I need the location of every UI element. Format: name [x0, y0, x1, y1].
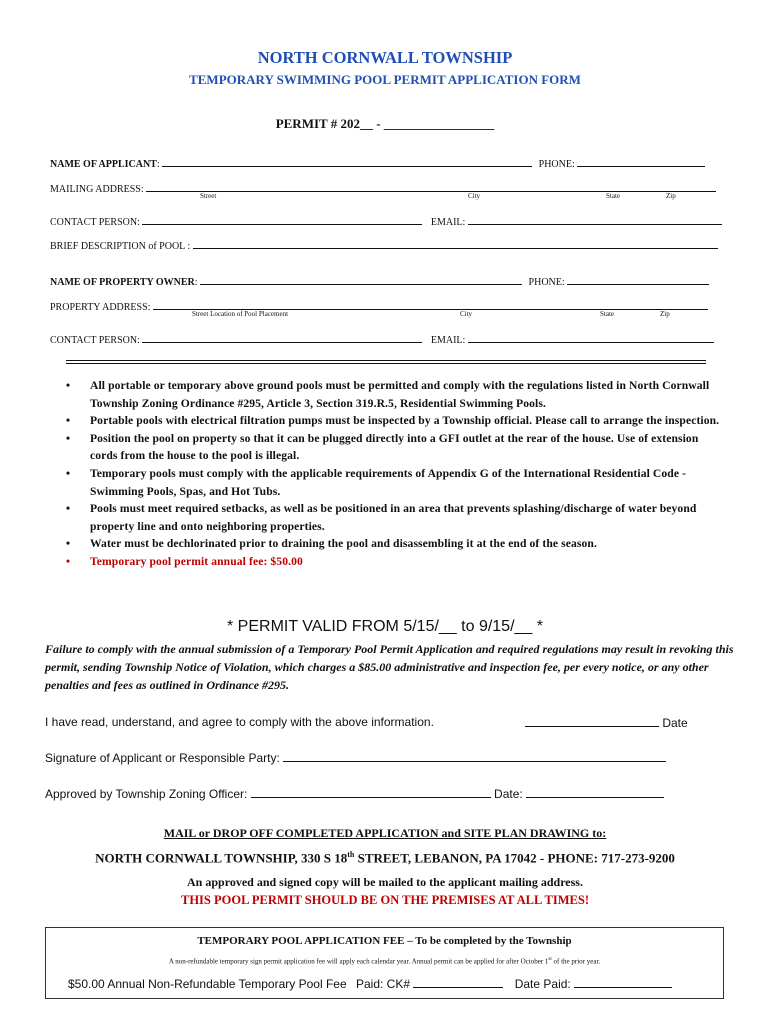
- premises-notice: THIS POOL PERMIT SHOULD BE ON THE PREMISES AT ALL TIMES!: [181, 893, 589, 907]
- pool-description-field[interactable]: [193, 237, 718, 249]
- bullet-icon: •: [66, 502, 71, 516]
- property-address-field[interactable]: [153, 298, 708, 310]
- requirement-item: • Position the pool on property so that it can be plugged directly into a GFI outlet at the rear of the house. Use of extension cords from the house to the pool is illegal.: [66, 431, 699, 463]
- applicant-signature-row: [45, 750, 666, 765]
- bullet-icon: •: [66, 431, 71, 445]
- applicant-email-field[interactable]: [468, 213, 722, 225]
- applicant-signature-field[interactable]: [283, 750, 666, 762]
- township-address: NORTH CORNWALL TOWNSHIP, 330 S 18th STREET, LEBANON, PA 17042 - PHONE: 717-273-9200: [95, 850, 675, 866]
- property-city-caption: City: [460, 310, 473, 318]
- section-divider-top: [66, 360, 706, 361]
- property-state-caption: State: [600, 310, 614, 318]
- date-paid-field[interactable]: [574, 976, 672, 988]
- fee-amount-text: $50.00 Annual Non-Refundable Temporary Pool Fee: [68, 977, 347, 991]
- mailing-state-caption: State: [606, 192, 620, 200]
- applicant-phone-field[interactable]: [577, 155, 705, 167]
- applicant-phone-label: PHONE:: [538, 159, 575, 170]
- fee-box-title: TEMPORARY POOL APPLICATION FEE – To be completed by the Township: [197, 935, 572, 947]
- requirement-item: • Temporary pools must comply with the applicable requirements of Appendix G of the International Residential Code - Swimming Pools, Spas, and Hot Tubs.: [66, 466, 687, 498]
- owner-contact-field[interactable]: [142, 331, 422, 343]
- mailing-zip-caption: Zip: [666, 192, 676, 200]
- applicant-contact-row: [50, 213, 722, 228]
- applicant-name-label: NAME OF APPLICANT: [50, 159, 157, 170]
- owner-email-label: EMAIL:: [430, 335, 466, 346]
- check-number-field[interactable]: [413, 976, 503, 988]
- requirement-item: • Pools must meet required setbacks, as well as be positioned in an area that prevents splashing/discharge of water beyond property line and onto neighboring properties.: [66, 502, 697, 533]
- property-zip-caption: Zip: [660, 310, 670, 318]
- mail-heading: MAIL or DROP OFF COMPLETED APPLICATION and SITE PLAN DRAWING to:: [163, 826, 607, 840]
- form-subtitle: TEMPORARY SWIMMING POOL PERMIT APPLICATION FORM: [189, 72, 581, 87]
- pool-description-row: [50, 237, 718, 252]
- applicant-name-field[interactable]: [162, 155, 532, 167]
- requirement-item: • All portable or temporary above ground pools must be permitted and comply with the regulations listed in North Cornwall Township Zoning Ordinance #295, Article 3, Section 319.R.5, Residential Swimming Pools.: [66, 379, 710, 410]
- bullet-icon: •: [66, 414, 71, 428]
- requirement-fee-item: • Temporary pool permit annual fee: $50.00: [62, 553, 722, 571]
- applicant-name-row: [50, 155, 705, 170]
- mailing-city-caption: City: [468, 192, 481, 200]
- pool-description-label: BRIEF DESCRIPTION of POOL :: [50, 241, 191, 252]
- officer-approval-row: [45, 786, 664, 801]
- date-paid-label: Date Paid:: [514, 977, 571, 991]
- form-title: NORTH CORNWALL TOWNSHIP: [257, 48, 513, 67]
- property-address-label: PROPERTY ADDRESS:: [50, 302, 151, 313]
- officer-date-field[interactable]: [526, 786, 664, 798]
- agree-text: I have read, understand, and agree to comply with the above information.: [45, 715, 434, 729]
- mailing-address-label: MAILING ADDRESS:: [50, 184, 144, 195]
- applicant-signature-label: Signature of Applicant or Responsible Party:: [45, 751, 280, 765]
- requirement-item: • Portable pools with electrical filtration pumps must be inspected by a Township official. Please call to arrange the inspection.: [62, 412, 722, 430]
- owner-name-row: [50, 273, 709, 288]
- officer-date-label: Date:: [494, 787, 523, 801]
- permit-number-field[interactable]: PERMIT # 202__ - _________________: [275, 116, 495, 131]
- owner-email-field[interactable]: [468, 331, 714, 343]
- mailing-note: An approved and signed copy will be mailed to the applicant mailing address.: [187, 875, 583, 889]
- owner-contact-row: [50, 331, 714, 346]
- applicant-email-label: EMAIL:: [430, 217, 466, 228]
- fee-box-note: A non-refundable temporary sign permit application fee will apply each calendar year. Annual permit can be applied for after October 1st of the prior year.: [168, 957, 601, 966]
- failure-warning: Failure to comply with the annual submission of a Temporary Pool Permit Application and required regulations may result in revoking this permit, sending Township Notice of Violation, which charges a $85.00 administrative and inspection fee, per every notice, or any other penalties and fees as outlined in Ordinance #295.: [45, 642, 734, 692]
- owner-name-field[interactable]: [200, 273, 522, 285]
- agree-date-label: Date: [662, 716, 688, 730]
- bullet-icon: •: [66, 379, 71, 392]
- fee-box: [45, 927, 724, 999]
- paid-check-label: Paid: CK#: [355, 977, 411, 991]
- applicant-contact-field[interactable]: [142, 213, 422, 225]
- requirement-item: • Water must be dechlorinated prior to draining the pool and disassembling it at the end of the season.: [62, 535, 722, 553]
- owner-phone-field[interactable]: [567, 273, 709, 285]
- officer-signature-field[interactable]: [251, 786, 491, 798]
- bullet-icon: •: [66, 537, 71, 551]
- requirements-list: [62, 377, 722, 571]
- property-street-caption: Street Location of Pool Placement: [192, 310, 289, 318]
- owner-phone-label: PHONE:: [528, 277, 565, 288]
- mailing-street-caption: Street: [200, 192, 217, 200]
- section-divider-bottom: [66, 363, 706, 364]
- owner-name-colon: :: [194, 277, 198, 288]
- applicant-name-colon: :: [156, 159, 160, 170]
- agree-row: [45, 715, 725, 729]
- owner-contact-label: CONTACT PERSON:: [50, 335, 140, 346]
- permit-validity: * PERMIT VALID FROM 5/15/__ to 9/15/__ *: [227, 618, 543, 635]
- mailing-address-field[interactable]: [146, 180, 716, 192]
- officer-approval-label: Approved by Township Zoning Officer:: [45, 787, 248, 801]
- owner-name-label: NAME OF PROPERTY OWNER: [50, 277, 195, 288]
- bullet-icon: •: [66, 554, 71, 568]
- applicant-contact-label: CONTACT PERSON:: [50, 217, 140, 228]
- fee-box-payment-row: [68, 976, 672, 991]
- agree-date-field[interactable]: [525, 715, 659, 727]
- bullet-icon: •: [66, 466, 71, 480]
